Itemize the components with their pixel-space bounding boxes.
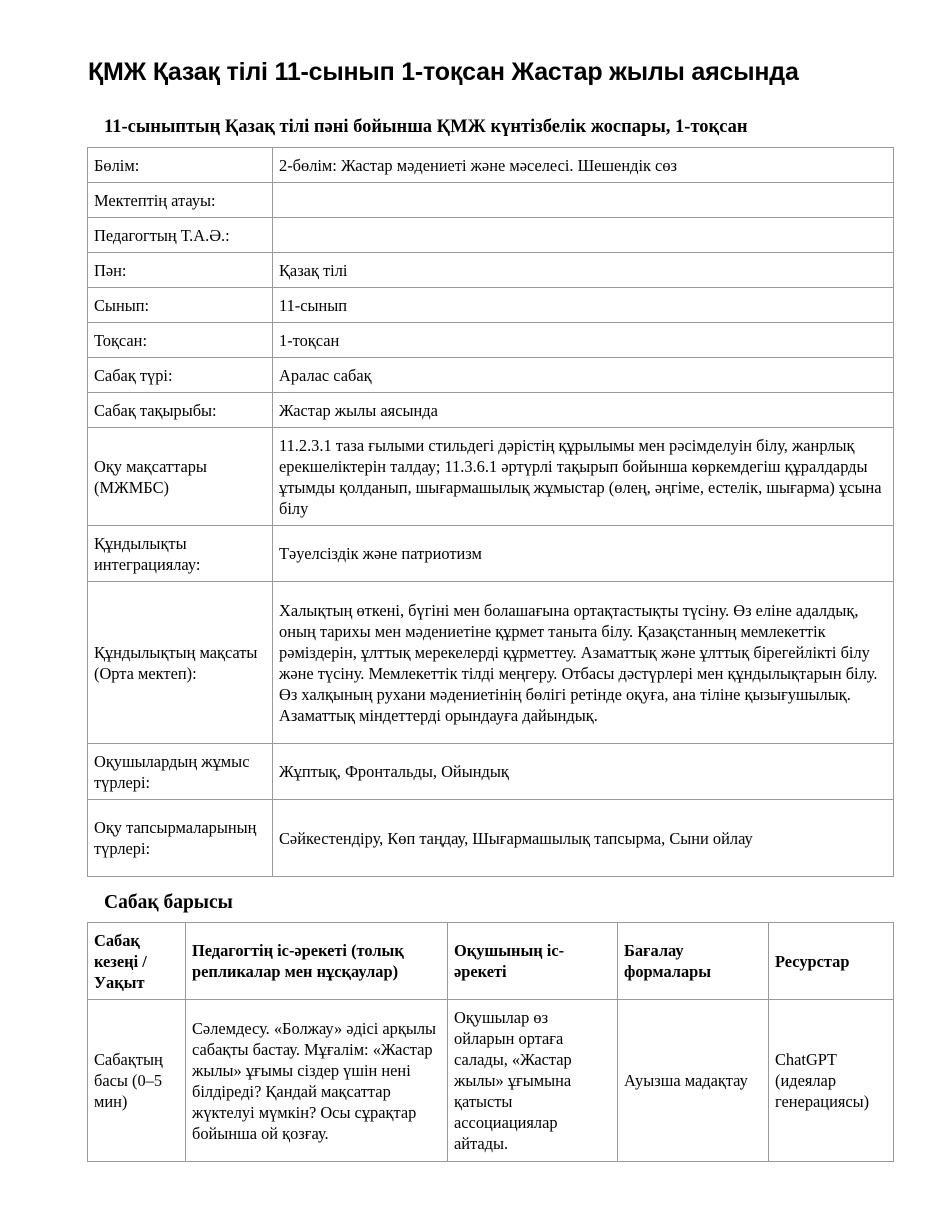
teacher-activity-cell: Сәлемдесу. «Болжау» әдісі арқылы сабақты бастау. Мұғалім: «Жастар жылы» ұғымы сіздер үшін нені білдіреді? Қандай мақсаттар жүктелуі мүмкін? Осы сұрақтар бойынша ой қозғау. xyxy=(186,1000,448,1162)
info-label: Құндылықты интеграциялау: xyxy=(88,526,273,582)
info-label: Сабақ тақырыбы: xyxy=(88,393,273,428)
info-label: Оқу тапсырмаларының түрлері: xyxy=(88,800,273,877)
info-label: Педагогтың Т.А.Ә.: xyxy=(88,218,273,253)
table-row xyxy=(88,1000,894,1162)
table-row xyxy=(88,800,894,877)
table-row xyxy=(88,526,894,582)
info-value xyxy=(273,218,894,253)
info-value: 2-бөлім: Жастар мәдениеті және мәселесі. Шешендік сөз xyxy=(273,148,894,183)
lesson-flow-table xyxy=(87,922,894,1162)
document-title: ҚМЖ Қазақ тілі 11-сынып 1-тоқсан Жастар жылы аясында xyxy=(88,58,799,86)
table-row xyxy=(88,148,894,183)
table-row xyxy=(88,393,894,428)
table-row xyxy=(88,218,894,253)
lesson-section-title: Сабақ барысы xyxy=(104,892,233,913)
table-row xyxy=(88,744,894,800)
table-row xyxy=(88,323,894,358)
info-label: Сабақ түрі: xyxy=(88,358,273,393)
info-value: Жұптық, Фронтальды, Ойындық xyxy=(273,744,894,800)
info-label: Бөлім: xyxy=(88,148,273,183)
column-header-assessment: Бағалау формалары xyxy=(618,923,769,1000)
resources-cell: ChatGPT (идеялар генерациясы) xyxy=(769,1000,894,1162)
info-value: 1-тоқсан xyxy=(273,323,894,358)
info-label: Тоқсан: xyxy=(88,323,273,358)
table-row xyxy=(88,582,894,744)
column-header-student-activity: Оқушының іс-әрекеті xyxy=(448,923,618,1000)
table-row xyxy=(88,358,894,393)
info-label: Сынып: xyxy=(88,288,273,323)
info-label: Оқу мақсаттары (МЖМБС) xyxy=(88,428,273,526)
column-header-resources: Ресурстар xyxy=(769,923,894,1000)
info-value: Сәйкестендіру, Көп таңдау, Шығармашылық тапсырма, Сыни ойлау xyxy=(273,800,894,877)
info-value: 11.2.3.1 таза ғылыми стильдегі дәрістің құрылымы мен рәсімделуін білу, жанрлық ерекшеліктерін талдау; 11.3.6.1 әртүрлі тақырып бойынша көркемдегіш құралдарды ұтымды қолданып, шығармашылық жұмыстар (өлең, әңгіме, естелік, шығарма) ұсына білу xyxy=(273,428,894,526)
student-activity-cell: Оқушылар өз ойларын ортаға салады, «Жастар жылы» ұғымына қатысты ассоциациялар айтады. xyxy=(448,1000,618,1162)
info-value: Халықтың өткені, бүгіні мен болашағына ортақтастықты түсіну. Өз еліне адалдық, оның тарихы мен мәдениетіне құрмет таныта білу. Қазақстанның мемлекеттік рәміздерін, ұлттық мерекелерді құрметтеу. Азаматтық және ұлттық бірегейлікті білу және түсіну. Мемлекеттік тілді меңгеру. Отбасы дәстүрлері мен құндылықтарын білу. Өз халқының рухани мәдениетінің бөлігі ретінде оқуға, ана тіліне қызығушылық. Азаматтық міндеттерді орындауға дайындық. xyxy=(273,582,894,744)
column-header-teacher-activity: Педагогтің іс-әрекеті (толық репликалар мен нұсқаулар) xyxy=(186,923,448,1000)
info-label: Оқушылардың жұмыс түрлері: xyxy=(88,744,273,800)
table-header-row xyxy=(88,923,894,1000)
info-value: Аралас сабақ xyxy=(273,358,894,393)
stage-cell: Сабақтың басы (0–5 мин) xyxy=(88,1000,186,1162)
column-header-stage: Сабақ кезеңі / Уақыт xyxy=(88,923,186,1000)
info-value: 11-сынып xyxy=(273,288,894,323)
info-label: Пән: xyxy=(88,253,273,288)
info-value: Қазақ тілі xyxy=(273,253,894,288)
info-value: Жастар жылы аясында xyxy=(273,393,894,428)
assessment-cell: Ауызша мадақтау xyxy=(618,1000,769,1162)
table-row xyxy=(88,288,894,323)
info-value: Тәуелсіздік және патриотизм xyxy=(273,526,894,582)
table-row xyxy=(88,253,894,288)
document-subtitle: 11-сыныптың Қазақ тілі пәні бойынша ҚМЖ күнтізбелік жоспары, 1-тоқсан xyxy=(104,117,748,137)
info-label: Құндылықтың мақсаты (Орта мектеп): xyxy=(88,582,273,744)
table-row xyxy=(88,183,894,218)
lesson-info-table xyxy=(87,147,894,877)
table-row xyxy=(88,428,894,526)
info-label: Мектептің атауы: xyxy=(88,183,273,218)
info-value xyxy=(273,183,894,218)
